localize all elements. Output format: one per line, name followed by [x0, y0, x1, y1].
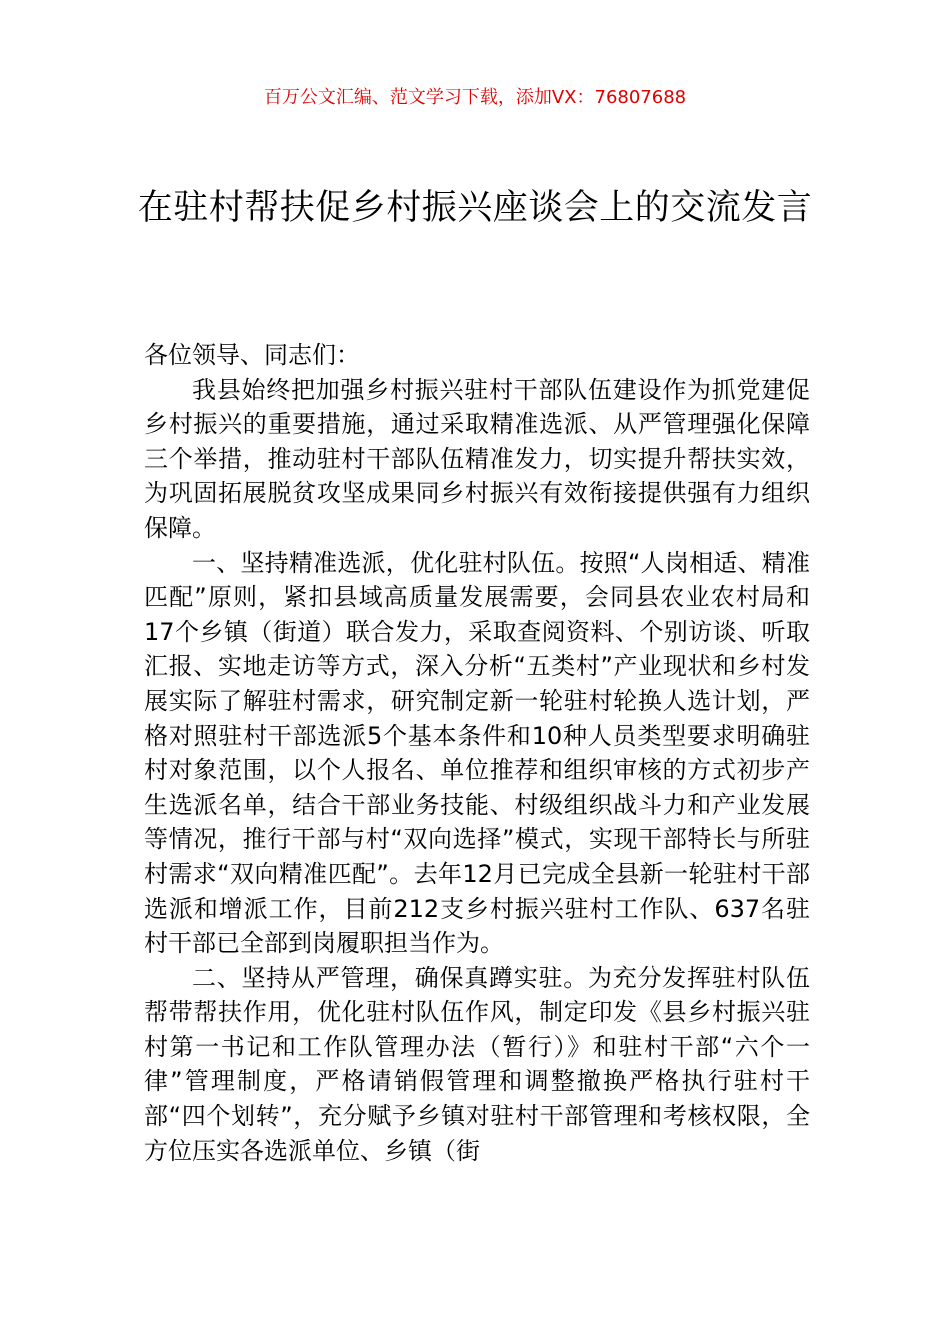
paragraph-intro: 我县始终把加强乡村振兴驻村干部队伍建设作为抓党建促乡村振兴的重要措施，通过采取精准选派、从严管理强化保障三个举措，推动驻村干部队伍精准发力，切实提升帮扶实效，为巩固拓展脱贫攻坚成果同乡村振兴有效衔接提供强有力组织保障。 [144, 375, 810, 542]
header-note: 百万公文汇编、范文学习下载，添加VX：76807688 [263, 87, 687, 108]
paragraph-section-two: 二、坚持从严管理，确保真蹲实驻。为充分发挥驻村队伍帮带帮扶作用，优化驻村队伍作风，制定印发《县乡村振兴驻村第一书记和工作队管理办法（暂行）》和驻村干部“六个一律”管理制度，严格请销假管理和调整撤换严格执行驻村干部“四个划转”，充分赋予乡镇对驻村干部管理和考核权限，全方位压实各选派单位、乡镇（街 [144, 963, 810, 1165]
document-body [144, 338, 810, 1168]
salutation: 各位领导、同志们： [144, 341, 360, 369]
document-title: 在驻村帮扶促乡村振兴座谈会上的交流发言 [137, 188, 813, 228]
paragraph-section-one: 一、坚持精准选派，优化驻村队伍。按照“人岗相适、精准匹配”原则，紧扣县域高质量发展需要，会同县农业农村局和17个乡镇（街道）联合发力，采取查阅资料、个别访谈、听取汇报、实地走访等方式，深入分析“五类村”产业现状和乡村发展实际了解驻村需求，研究制定新一轮驻村轮换人选计划，严格对照驻村干部选派5个基本条件和10种人员类型要求明确驻村对象范围，以个人报名、单位推荐和组织审核的方式初步产生选派名单，结合干部业务技能、村级组织战斗力和产业发展等情况，推行干部与村“双向选择”模式，实现干部特长与所驻村需求“双向精准匹配”。去年12月已完成全县新一轮驻村干部选派和增派工作，目前212支乡村振兴驻村工作队、637名驻村干部已全部到岗履职担当作为。 [144, 548, 810, 958]
